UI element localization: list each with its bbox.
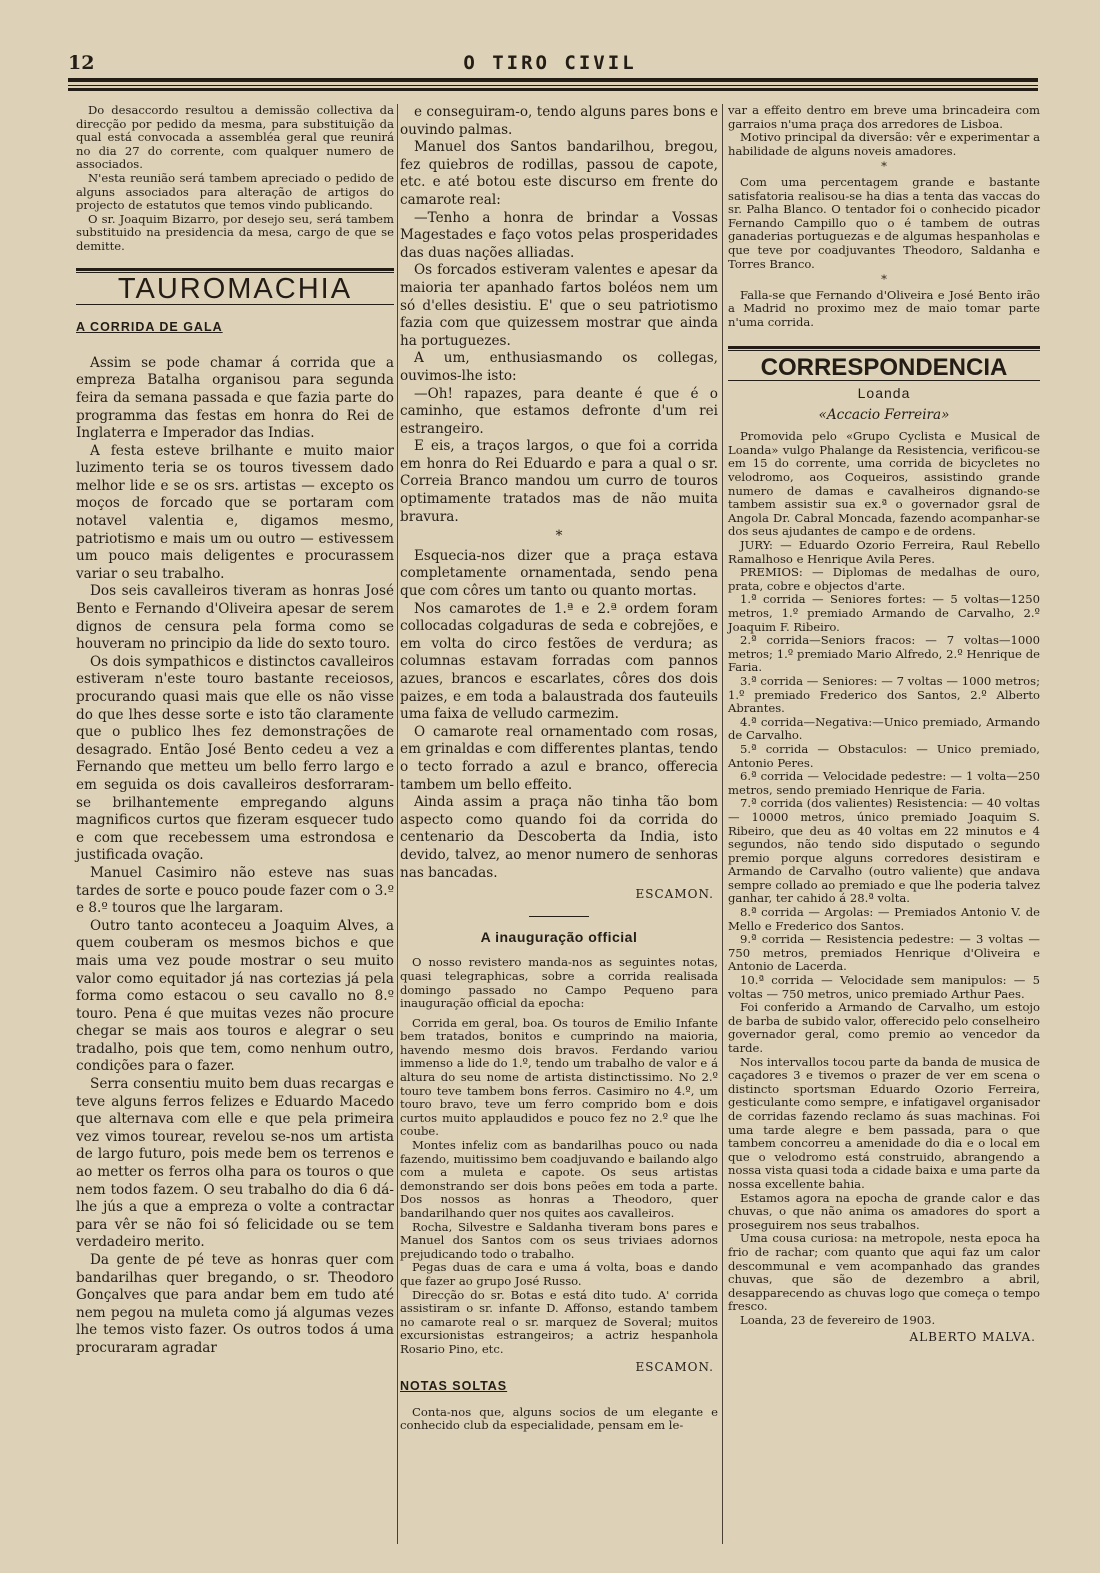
intro-paragraph: N'esta reunião será tambem apreciado o pedido de alguns associados para alteração de artigos do projecto de estatutos que temos vindo publicando. [76, 170, 394, 213]
article-paragraph: 10.ª corrida — Velocidade sem manipulos: — 5 voltas — 750 metros, unico premiado Arthur Paes. [728, 973, 1040, 1001]
article-paragraph: Estamos agora na epocha de grande calor e das chuvas, o que não anima os amadores do sport a proseguirem nos seus trabalhos. [728, 1190, 1040, 1232]
section-rule-thin [728, 350, 1040, 351]
notas-continued [728, 104, 1040, 330]
inauguracao-article [400, 956, 718, 1374]
article-paragraph: var a effeito dentro em breve uma brincadeira com garraios n'uma praça dos arredores de Lisboa. [728, 103, 1040, 131]
section-rule [76, 268, 394, 271]
column-3 [728, 104, 1040, 1349]
header-rule [68, 78, 1038, 82]
section-title-tauromachia: TAUROMACHIA [117, 272, 353, 305]
article-paragraph: Rocha, Silvestre e Saldanha tiveram bons pares e Manuel dos Santos com os seus triviaes adornos prejudicando todo o trabalho. [400, 1219, 718, 1261]
article-paragraph: Assim se pode chamar á corrida que a empreza Batalha organisou para segunda feira da semana passada e que fazia parte do programma das festas em honra do Rei de Inglaterra e Imperador das Indias. [76, 354, 394, 442]
article-paragraph: Manuel Casimiro não esteve nas suas tardes de sorte e pouco poude fazer com o 3.º e 8.º touros que lhe largaram. [76, 864, 394, 917]
intro-paragraph: O sr. Joaquim Bizarro, por desejo seu, será tambem substituido na presidencia da mesa, cargo de que se demitte. [76, 211, 394, 253]
article-paragraph: O nosso revistero manda-nos as seguintes notas, quasi telegraphicas, sobre a corrida realisada domingo passado no Campo Pequeno para inauguração official da epocha: [400, 955, 718, 1011]
article-paragraph: Os dois sympathicos e distinctos cavalleiros estiveram n'este touro bastante receiosos, procurando quasi mais que elle os não visse do que lhes desse sorte e isto tão claramente que o publico lhes fez demonstrações de desagrado. Então José Bento cedeu a vez a Fernando que metteu um bello ferro largo e em seguida os dois cavalleiros desforraram-se brilhantemente empregando alguns magnificos curtos que fizeram esquecer tudo e com que recebessem uma estrondosa e justificada ovação. [76, 653, 394, 864]
article-paragraph: —Tenho a honra de brindar a Vossas Magestades e faço votos pelas prosperidades das duas nações alliadas. [400, 209, 718, 261]
subhead-inauguracao: A inauguração official [480, 928, 638, 945]
column-2 [400, 104, 718, 1433]
correspondencia-article [728, 430, 1040, 1345]
article-paragraph: JURY: — Eduardo Ozorio Ferreira, Raul Rebello Ramalhoso e Henrique Avila Peres. [728, 538, 1040, 566]
article-paragraph: 1.ª corrida — Seniores fortes: — 5 voltas—1250 metros, 1.º premiado Armando de Carvalho, 2.º Joaquim F. Ribeiro. [728, 592, 1040, 634]
article-paragraph: Foi conferido a Armando de Carvalho, um estojo de barba de subido valor, offerecido pelo conselheiro governador geral, como premio ao vencedor da tarde. [728, 1000, 1040, 1055]
column-divider-2 [722, 104, 723, 1544]
header-rule-bottom [68, 88, 1038, 91]
intro-paragraph: Do desaccordo resultou a demissão collectiva da direcção por pedido da mesma, para substituição da qual está convocada a assembléa geral que reunirá no dia 27 do corrente, com qualquer numero de associados. [76, 103, 394, 172]
article-paragraph: 4.ª corrida—Negativa:—Unico premiado, Armando de Carvalho. [728, 714, 1040, 743]
dateline: Loanda, 23 de fevereiro de 1903. [740, 1312, 936, 1327]
article-paragraph: Nos intervallos tocou parte da banda de musica de caçadores 3 e tivemos o prazer de ver em scena o distincto sportsman Eduardo Ozorio Ferreira, gesticulante como sempre, e infatigavel organisador de corridas fazendo reclamo ás suas machinas. Foi uma tarde alegre e bem passada, para o que tambem concorreu a amenidade do dia e o local em que o velodromo está construido, abrangendo a nossa vista quasi toda a cidade baixa e uma parte da nossa excellente bahia. [728, 1054, 1040, 1191]
article-paragraph: Direcção do sr. Botas e está dito tudo. A' corrida assistiram o sr. infante D. Affonso, estando tambem no camarote real o sr. marquez de Soveral; muitos excursionistas estrangeiros; a actriz hespanhola Rosario Pino, etc. [400, 1287, 718, 1356]
article-paragraph: Serra consentiu muito bem duas recargas e teve alguns ferros felizes e Eduardo Macedo que alternava com elle e que pela primeira vez vimos tourear, revelou se-nos um artista de largo futuro, pois mede bem os terrenos e ao metter os ferros olha para os touros o que nem todos fazem. O seu trabalho do dia 6 dá-lhe jús a que a empreza o volte a contractar para vêr se não foi só felicidade ou se tem verdadeiro merito. [76, 1076, 394, 1251]
article-paragraph: Da gente de pé teve as honras quer com bandarilhas quer bregando, o sr. Theodoro Gonçalves que para andar bem em tudo até nem pegou na muleta como já algumas vezes lhe temos visto fazer. Os outros todos á uma procuraram agradar [76, 1252, 394, 1356]
article-paragraph: 7.ª corrida (dos valientes) Resistencia: — 40 voltas — 10000 metros, único premiado Joaquim S. Ribeiro, que deu as 40 voltas em 22 minutos e 4 segundos, não tendo sido disputado o segundo premio porque alguns corredores desistiram e Armando de Carvalho (outro valiente) que andava sempre collado ao premiado e que lhe poderia talvez ganhar, ter cahido á 28.ª volta. [728, 796, 1040, 906]
short-rule [529, 916, 589, 917]
separator-star: * [881, 272, 887, 287]
article-paragraph: Ainda assim a praça não tinha tão bom aspecto como quando foi da corrida do centenario da Descoberta da India, isto devido, talvez, ao menor numero de senhoras nas bancadas. [400, 794, 718, 881]
author-line: «Accacio Ferreira» [818, 406, 950, 423]
article-paragraph: Manuel dos Santos bandarilhou, bregou, fez quiebros de rodillas, passou de capote, etc. e até botou este discurso em frente do camarote real: [400, 139, 718, 208]
signature-escamon: ESCAMON. [635, 1359, 714, 1374]
subhead-notas-soltas: NOTAS SOLTAS [400, 1379, 508, 1394]
article-paragraph: —Oh! rapazes, para deante é que é o caminho, que estamos defronte d'um rei estrangeiro. [400, 385, 718, 437]
separator-star: * [555, 528, 563, 545]
page-number: 12 [68, 52, 95, 74]
column-1 [76, 104, 394, 1358]
article-paragraph: Pegas duas de cara e uma á volta, boas e dando que fazer ao grupo José Russo. [400, 1260, 718, 1288]
article-paragraph: 8.ª corrida — Argolas: — Premiados Antonio V. de Mello e Frederico dos Santos. [728, 905, 1040, 933]
article-paragraph: Os forcados estiveram valentes e apesar da maioria ter apanhado fartos boléos nem um só d'elles desistiu. E' que o seu patriotismo fazia com que quizessem mostrar que ainda ha portuguezes. [400, 262, 718, 349]
article-paragraph: Com uma percentagem grande e bastante satisfatoria realisou-se ha dias a tenta das vaccas do sr. Palha Blanco. O tentador foi o conhecido picador Fernando Campillo quo o é tambem de outras ganaderias portuguezas e de algumas hespanholas e que teve por coadjuvantes Theodoro, Saldanha e Torres Branco. [728, 174, 1040, 271]
article-paragraph: Esquecia-nos dizer que a praça estava completamente ornamentada, sendo pena que com côres um tanto ou quanto mortas. [400, 547, 718, 600]
signature-escamon: ESCAMON. [635, 887, 714, 902]
article-paragraph: Nos camarotes de 1.ª e 2.ª ordem foram collocadas colgaduras de seda e cobrejões, e em volta do circo festões de verdura; as columnas estavam forradas com pannos azues, brancos e escarlates, côres dos dois paizes, e em toda a balaustrada dos fauteuils uma faixa de velludo carmezim. [400, 600, 718, 723]
article-paragraph: Dos seis cavalleiros tiveram as honras José Bento e Fernando d'Oliveira apesar de serem dignos de censura pela forma como se houveram no principio da lide do sexto touro. [76, 583, 394, 653]
article-paragraph: PREMIOS: — Diplomas de medalhas de ouro, prata, cobre e objectos d'arte. [728, 565, 1040, 593]
article-paragraph: 6.ª corrida — Velocidade pedestre: — 1 volta—250 metros, sendo premiado Henrique de Faria. [728, 769, 1040, 797]
column-divider-1 [397, 104, 398, 1544]
header-rule-thin [68, 85, 1038, 86]
article-paragraph: Motivo principal da diversão: vêr e experimentar a habilidade de alguns noveis amadores. [728, 130, 1040, 158]
article-paragraph: A festa esteve brilhante e muito maior luzimento teria se os touros tivessem dado melhor lide e se os srs. artistas — excepto os moços de forcado que se portaram com notavel valentia e, digamos mesmo, patriotismo e mais um ou outro — estivessem um pouco mais deligentes e procurassem variar o seu trabalho. [76, 442, 394, 582]
article-paragraph: Promovida pelo «Grupo Cyclista e Musical de Loanda» vulgo Phalange da Resistencia, verificou-se em 15 do corrente, uma corrida de bicycletes no velodromo, aos Coqueiros, assistindo grande numero de damas e cavalheiros dignando-se tambem assistir sua ex.ª o governador gsral de Angola Dr. Cabral Moncada, fazendo acompanhar-se dos seus ajudantes de campo e de ordens. [728, 429, 1040, 539]
section-title-correspondencia: CORRESPONDENCIA [760, 353, 1008, 381]
article-paragraph: O camarote real ornamentado com rosas, em grinaldas e com differentes plantas, tendo o tecto forrado a azul e branco, offerecia tambem um bello effeito. [400, 723, 718, 793]
signature-alberto-malva: ALBERTO MALVA. [909, 1330, 1036, 1345]
location-loanda: Loanda [857, 385, 911, 402]
article-paragraph: e conseguiram-o, tendo alguns pares bons e ouvindo palmas. [400, 104, 718, 138]
intro-article [76, 104, 394, 254]
article-paragraph: Uma cousa curiosa: na metropole, nesta epoca ha frio de rachar; com quanto que aqui faz um calor descommunal e vem acompanhado das grandes chuvas, que são de dezembro a abril, desapparecendo as chuvas logo que começa o tempo fresco. [728, 1231, 1040, 1314]
article-paragraph: A um, enthusiasmando os collegas, ouvimos-lhe isto: [400, 350, 718, 384]
article-paragraph: Montes infeliz com as bandarilhas pouco ou nada fazendo, muitissimo bem coadjuvando e bailando algo com a muleta e capote. Os seus artistas demonstrando ser dois bons peões em toda a parte. Dos nossos as honras a Theodoro, quer bandarilhando quer nos quites aos cavalleiros. [400, 1138, 718, 1220]
article-paragraph: 2.ª corrida—Seniors fracos: — 7 voltas—1000 metros; 1.º premiado Mario Alfredo, 2.º Henrique de Faria. [728, 633, 1040, 675]
article-paragraph: Falla-se que Fernando d'Oliveira e José Bento irão a Madrid no proximo mez de maio tomar parte n'uma corrida. [728, 287, 1040, 329]
article-paragraph: 3.ª corrida — Seniores: — 7 voltas — 1000 metros; 1.º premiado Frederico dos Santos, 2.º Alberto Abrantes. [728, 673, 1040, 716]
separator-star: * [881, 159, 887, 174]
article-paragraph: E eis, a traços largos, o que foi a corrida em honra do Rei Eduardo e para a qual o sr. Correia Branco mandou um curro de touros optimamente tratados mas de não muita bravura. [400, 438, 718, 525]
article-paragraph: Conta-nos que, alguns socios de um elegante e conhecido club da especialidade, pensam em le- [400, 1404, 718, 1433]
article-paragraph: Corrida em geral, boa. Os touros de Emilio Infante bem tratados, bonitos e cumprindo na maioria, havendo mesmo dois bravos. Ferdando variou immenso a lide do 1.º, tendo um trabalho de valor e á altura do seu nome de artista distinctissimo. No 2.º touro teve tambem bons ferros. Casimiro no 4.º, um touro bravo, teve um ferro comprido bom e dois curtos muito applaudidos e pouco fez no 2.º que lhe coube. [400, 1015, 718, 1139]
article-paragraph: 5.ª corrida — Obstaculos: — Unico premiado, Antonio Peres. [728, 741, 1040, 770]
running-title: O TIRO CIVIL [463, 52, 637, 74]
section-rule [728, 346, 1040, 349]
article-paragraph: 9.ª corrida — Resistencia pedestre: — 3 voltas — 750 metros, premiados Henrique d'Oliveira e Antonio de Lacerda. [728, 932, 1040, 974]
article-paragraph: Outro tanto aconteceu a Joaquim Alves, a quem couberam os mesmos bichos e que mais uma vez poude mostrar o seu muito valor como equitador já nas cortezias já pela forma como estacou o seu cavallo no 8.º touro. Pena é que muitas vezes não procure chegar se mais aos touros e alegrar o seu tradalho, pois que tem, como nenhum outro, condições para o fazer. [76, 917, 394, 1075]
subhead-corrida-de-gala: A CORRIDA DE GALA [76, 320, 223, 335]
